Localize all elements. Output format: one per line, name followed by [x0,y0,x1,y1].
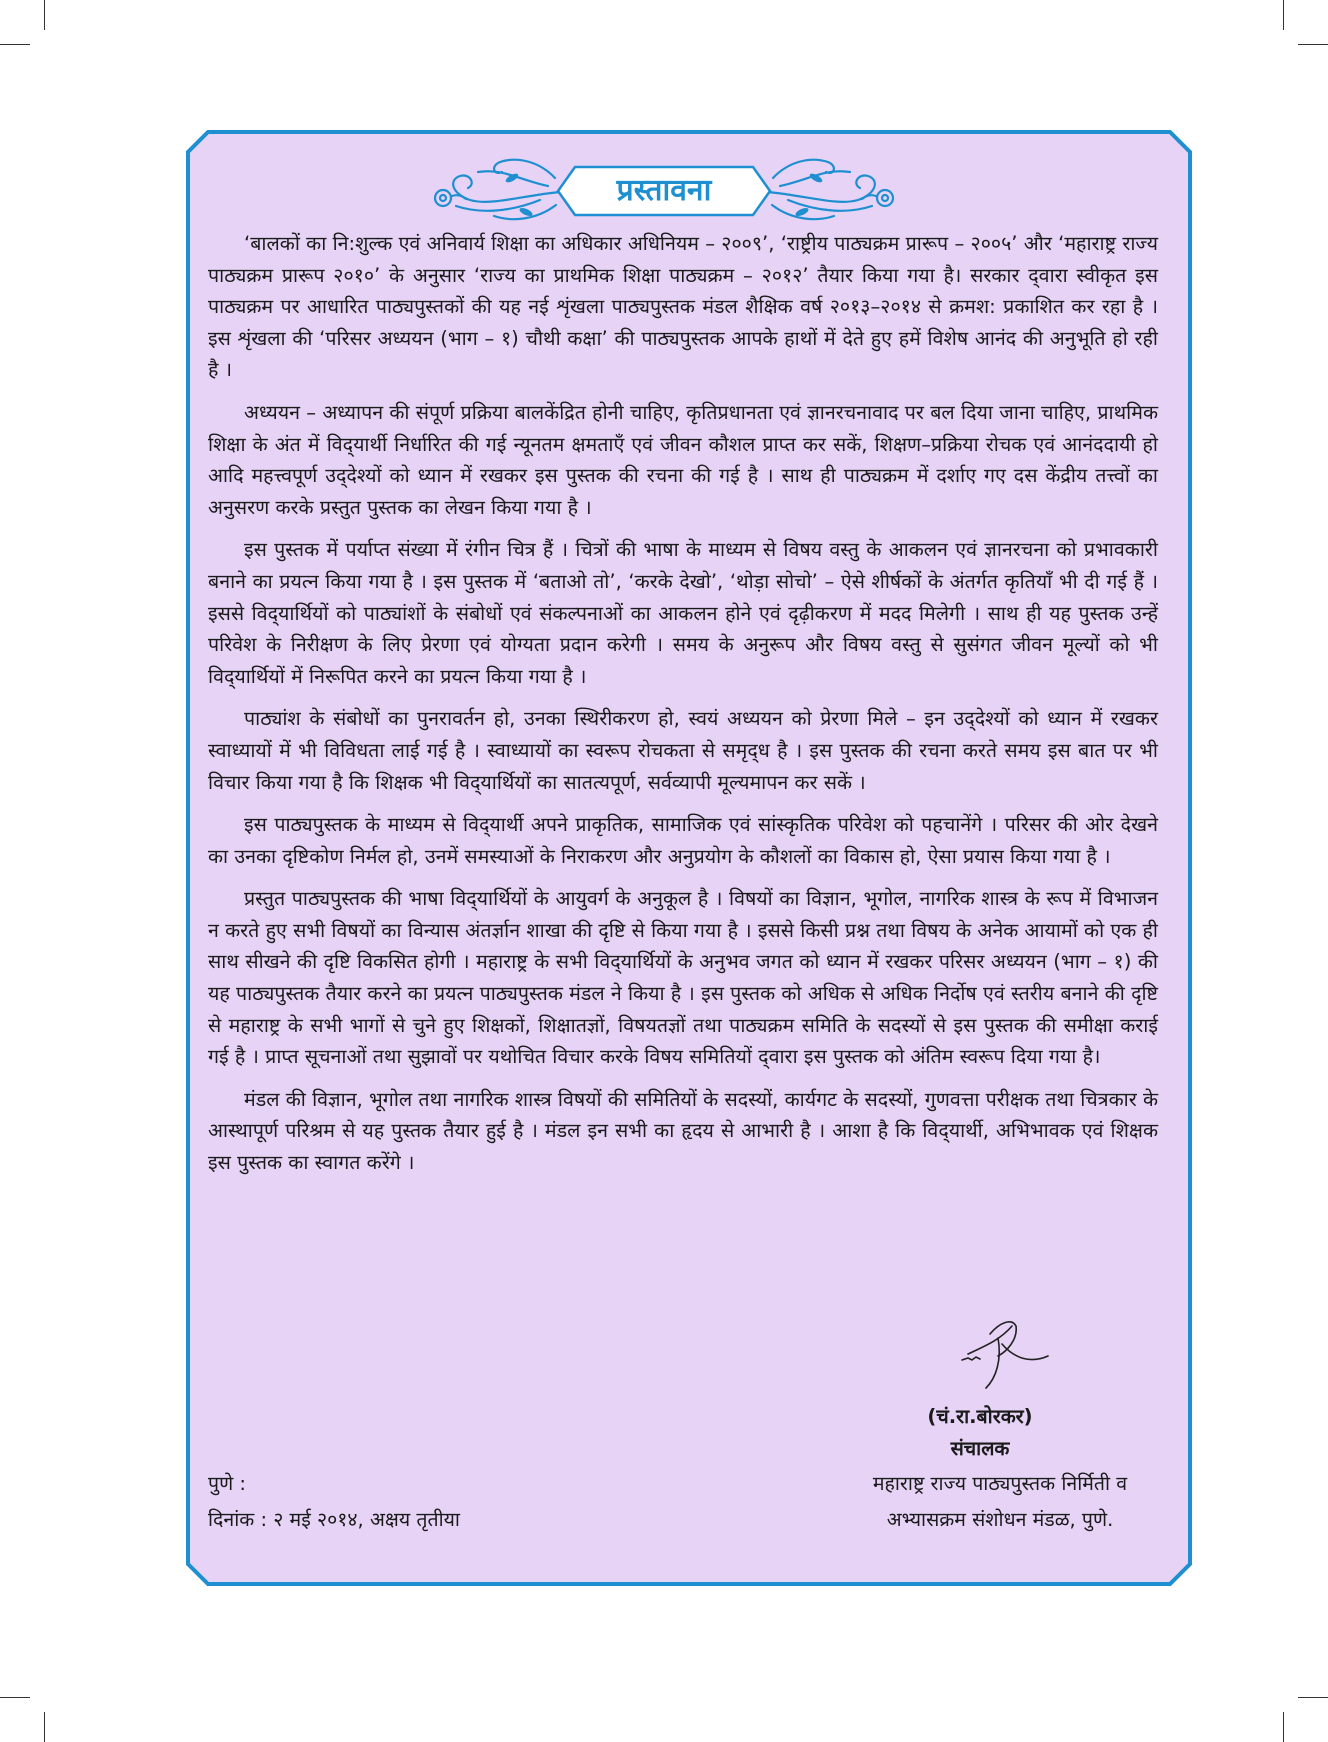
preface-body [208,228,1158,1190]
date-label: दिनांक : २ मई २०१४, अक्षय तृतीया [208,1508,460,1531]
board-name-line-1: महाराष्ट्र राज्य पाठ्यपुस्तक निर्मिती व [872,1472,1128,1495]
preface-paragraph-5: इस पाठ्यपुस्तक के माध्यम से विद्‍यार्थी अपने प्राकृतिक, सामाजिक एवं सांस्कृतिक परिवेश को पहचानेंगे । परिसर की ओर देखने का उनका दृष्टिकोण निर्मल हो, उनमें समस्याओं के निराकरण और अनुप्रयोग के कौशलों का विकास हो, ऐसा प्रयास किया गया है । [208,813,1158,868]
preface-paragraph-4: पाठ्यांश के संबोधों का पुनरावर्तन हो, उनका स्थिरीकरण हो, स्वयं अध्ययन को प्रेरणा मिले – इन उद्‍देश्यों को ध्यान में रखकर स्वाध्यायों में भी विविधता लाई गई है । स्वाध्यायों का स्वरूप रोचकता से समृद्‍ध है । इस पुस्तक की रचना करते समय इस बात पर भी विचार किया गया है कि शिक्षक भी विद्‍यार्थियों का सातत्यपूर्ण, सर्वव्यापी मूल्यमापन कर सकें । [208,707,1158,794]
signatory-designation: संचालक [950,1437,1010,1460]
page-title: प्रस्तावना [616,173,712,208]
place-label: पुणे : [208,1472,246,1495]
preface-paragraph-6: प्रस्तुत पाठ्यपुस्तक की भाषा विद्‍यार्थियों के आयुवर्ग के अनुकूल है । विषयों का विज्ञान, भूगोल, नागरिक शास्त्र के रूप में विभाजन न करते हुए सभी विषयों का विन्यास अंतर्ज्ञान शाखा की दृष्टि से किया गया है । इससे किसी प्रश्न तथा विषय के अनेक आयामों को एक ही साथ सीखने की दृष्टि विकसित होगी । महाराष्ट्र के सभी विद्‍यार्थियों के अनुभव जगत को ध्यान में रखकर परिसर अध्ययन (भाग – १) की यह पाठ्यपुस्तक तैयार करने का प्रयत्न पाठ्यपुस्तक मंडल ने किया है । इस पुस्तक को अधिक से अधिक निर्दोष एवं स्तरीय बनाने की दृष्टि से महाराष्ट्र के सभी भागों से चुने हुए शिक्षकों, शिक्षातज्ञों, विषयतज्ञों तथा पाठ्यक्रम समिति के सदस्यों से इस पुस्तक की समीक्षा कराई गई है । प्राप्त सूचनाओं तथा सुझावों पर यथोचित विचार करके विषय समितियों द्‍वारा इस पुस्तक को अंतिम स्वरूप दिया गया है। [208,887,1158,1069]
board-name-line-2: अभ्यासक्रम संशोधन मंडळ, पुणे. [886,1508,1114,1531]
preface-paragraph-7: मंडल की विज्ञान, भूगोल तथा नागरिक शास्त्र विषयों की समितियों के सदस्यों, कार्यगट के सदस्यों, गुणवत्ता परीक्षक तथा चित्रकार के आस्थापूर्ण परिश्रम से यह पुस्तक तैयार हुई है । मंडल इन सभी का हृदय से आभारी है । आशा है कि विद्‍यार्थी, अभिभावक एवं शिक्षक इस पुस्तक का स्वागत करेंगे । [208,1087,1158,1175]
signatory-block [880,1401,1080,1465]
board-name-block [830,1466,1170,1538]
preface-paragraph-1: ‘बालकों का नि:शुल्क एवं अनिवार्य शिक्षा का अधिकार अधिनियम – २००९’, ‘राष्ट्रीय पाठ्यक्रम प्रारूप – २००५’ और ‘महाराष्ट्र राज्य पाठ्यक्रम प्रारूप २०१०’ के अनुसार ‘राज्य का प्राथमिक शिक्षा पाठ्यक्रम – २०१२’ तैयार किया गया है। सरकार द्‍वारा स्वीकृत इस पाठ्यक्रम पर आधारित पाठ्यपुस्तकों की यह नई शृंखला पाठ्यपुस्तक मंडल शैक्षिक वर्ष २०१३–२०१४ से क्रमश: प्रकाशित कर रहा है । इस शृंखला की ‘परिसर अध्ययन (भाग – १) चौथी कक्षा’ की पाठ्यपुस्तक आपके हाथों में देते हुए हमें विशेष आनंद की अनुभूति हो रही है । [208,232,1158,382]
signatory-name: (चं.रा.बोरकर) [927,1405,1033,1428]
preface-paragraph-3: इस पुस्तक में पर्याप्त संख्या में रंगीन चित्र हैं । चित्रों की भाषा के माध्यम से विषय वस्तु के आकलन एवं ज्ञानरचना को प्रभावकारी बनाने का प्रयत्न किया गया है । इस पुस्तक में ‘बताओ तो’, ‘करके देखो’, ‘थोड़ा सोचो’ – ऐसे शीर्षकों के अंतर्गत कृतियाँ भी दी गई हैं । इससे विद्‍यार्थियों को पाठ्यांशों के संबोधों एवं संकल्पनाओं का आकलन होने एवं दृढ़ीकरण में मदद मिलेगी । साथ ही यह पुस्तक उन्हें परिवेश के निरीक्षण के लिए प्रेरणा एवं योग्यता प्रदान करेगी । समय के अनुरूप और विषय वस्तु से सुसंगत जीवन मूल्यों को भी विद्‍यार्थियों में निरूपित करने का प्रयत्न किया गया है । [208,538,1158,688]
preface-paragraph-2: अध्ययन – अध्यापन की संपूर्ण प्रक्रिया बालकेंद्रित होनी चाहिए, कृतिप्रधानता एवं ज्ञानरचनावाद पर बल दिया जाना चाहिए, प्राथमिक शिक्षा के अंत में विद्‍यार्थी निर्धारित की गई न्यूनतम क्षमताएँ एवं जीवन कौशल प्राप्त कर सकें, शिक्षण–प्रक्रिया रोचक एवं आनंददायी हो आदि महत्त्वपूर्ण उद्‍देश्यों को ध्यान में रखकर इस पुस्तक की रचना की गई है । साथ ही पाठ्यक्रम में दर्शाए गए दस केंद्रीय तत्त्वों का अनुसरण करके प्रस्तुत पुस्तक का लेखन किया गया है । [208,400,1159,519]
place-date-block [208,1466,460,1538]
